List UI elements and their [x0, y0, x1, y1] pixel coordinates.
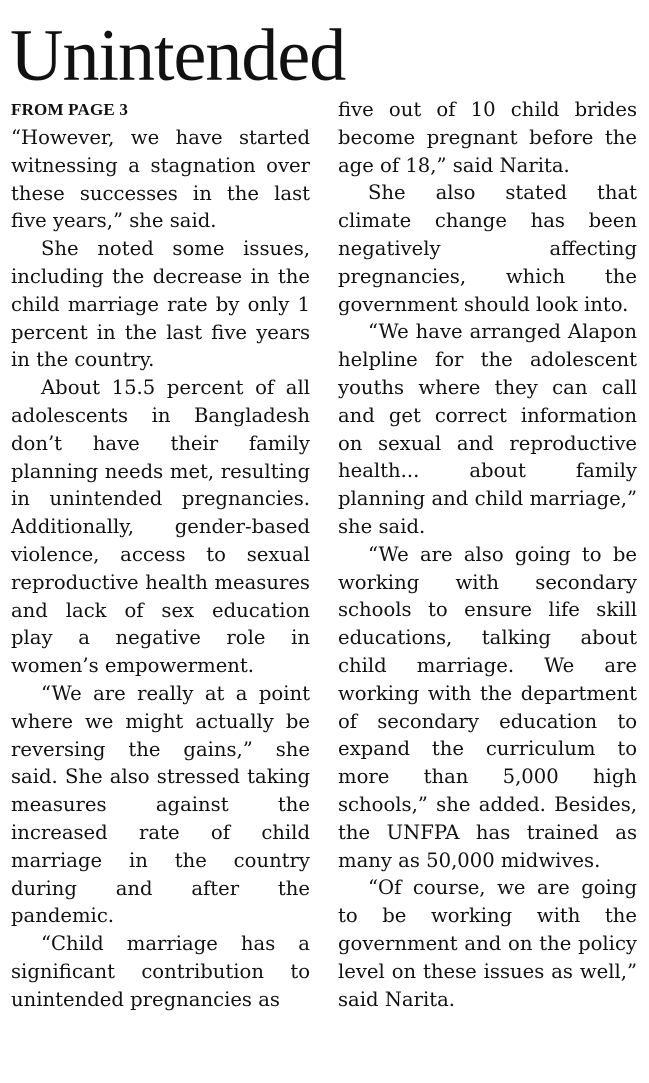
- paragraph: About 15.5 percent of all adolescents in Bangladesh don’t have their family planning needs met, resulting in unintended pregnancies. Additionally, gender-based violence, access to sexual reproductive health measures and lack of sex education play a negative role in women’s empowerment.: [11, 376, 310, 678]
- paragraph: “Child marriage has a significant contribution to unintended pregnancies as: [11, 932, 310, 1011]
- paragraph: “We are also going to be working with secondary schools to ensure life skill educations, talking about child marriage. We are working with the department of secondary education to expand the curriculum to more than 5,000 high schools,” she added. Besides, the UNFPA has trained as many as 50,000 midwives.: [338, 542, 637, 872]
- paragraph: “We are really at a point where we might actually be reversing the gains,” she said. She also stressed taking measures against the increased rate of child marriage in the country during and after the pandemic.: [11, 681, 310, 928]
- paragraph: “However, we have started witnessing a stagnation over these successes in the last five years,” she said.: [11, 126, 310, 233]
- article-headline: Unintended: [10, 15, 346, 97]
- article-column-right: [338, 96, 637, 1013]
- paragraph: “Of course, we are going to be working with the government and on the policy level on these issues as well,” said Narita.: [338, 876, 637, 1011]
- paragraph: She also stated that climate change has been negatively affecting pregnancies, which the government should look into.: [338, 181, 637, 316]
- paragraph: She noted some issues, including the decrease in the child marriage rate by only 1 percent in the last five years in the country.: [11, 237, 310, 372]
- continuation-kicker: FROM PAGE 3: [11, 100, 129, 119]
- paragraph: five out of 10 child brides become pregnant before the age of 18,” said Narita.: [338, 98, 637, 177]
- article-column-left: [11, 96, 310, 1014]
- paragraph: “We have arranged Alapon helpline for the adolescent youths where they can call and get correct information on sexual and reproductive health... about family planning and child marriage,” she said.: [338, 320, 637, 538]
